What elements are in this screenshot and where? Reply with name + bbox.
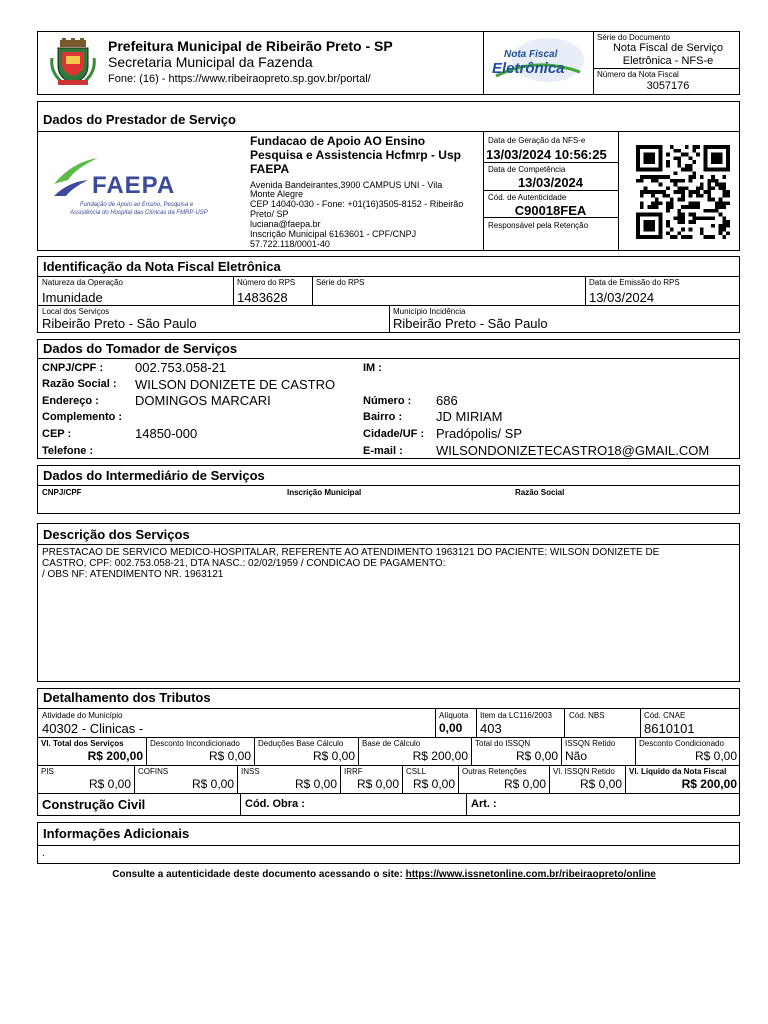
municipio-incidencia-label: Município Incidência — [393, 307, 466, 316]
geracao-label: Data de Geração da NFS-e — [488, 136, 586, 145]
tax-value: R$ 0,00 — [294, 777, 337, 791]
aliquota-label: Alíquota — [439, 711, 469, 720]
cnae-value: 8610101 — [644, 721, 695, 736]
footer-text: Consulte a autenticidade deste documento acessando o site: — [112, 869, 403, 880]
nfe-logo — [488, 36, 588, 90]
cnae-label: Cód. CNAE — [644, 711, 686, 720]
tax-label: Base de Cálculo — [362, 739, 421, 748]
faepa-logo-sub-1: Fundação de Apoio ao Ensino, Pesquisa e — [80, 202, 194, 208]
footer-link[interactable]: https://www.issnetonline.com.br/ribeiraopreto/online — [405, 869, 656, 880]
intermediario-razao-label: Razão Social — [515, 488, 565, 497]
descricao-line-1: PRESTACAO DE SERVICO MEDICO-HOSPITALAR, REFERENTE AO ATENDIMENTO 1963121 DO PACIENTE: WILSON DONIZETE DE — [42, 547, 660, 558]
tomador-title: Dados do Tomador de Serviços — [43, 341, 238, 356]
retencao-label: Responsável pela Retenção — [488, 221, 589, 230]
tomador-endereco-value: DOMINGOS MARCARI — [135, 393, 271, 408]
tax-label: Desconto Condicionado — [639, 739, 724, 748]
numero-rps-value: 1483628 — [237, 290, 288, 305]
tax-label: IRRF — [344, 767, 363, 776]
atividade-value: 40302 - Clinicas - — [42, 721, 144, 736]
descricao-line-2: CASTRO, CPF: 002.753.058-21, DTA NASC.: 02/02/1959 / CONDICAO DE PAGAMENTO: — [42, 558, 446, 569]
prestador-title: Dados do Prestador de Serviço — [43, 112, 236, 127]
tomador-cnpj-label: CNPJ/CPF : — [42, 362, 104, 374]
tomador-razao-label: Razão Social : — [42, 378, 117, 390]
item-lc-label: Item da LC116/2003 — [480, 711, 552, 720]
faepa-logo-sub-2: Assistência do Hospital das Clínicas da FMRP-USP — [70, 210, 208, 216]
tax-label: Deduções Base Cálculo — [258, 739, 344, 748]
intermediario-cnpj-label: CNPJ/CPF — [42, 488, 82, 497]
prestador-addr-6: Inscrição Municipal 6163601 - CPF/CNPJ — [250, 229, 417, 239]
nfe-logo-line2: Eletrônica — [492, 60, 565, 77]
emissao-rps-label: Data de Emissão do RPS — [589, 278, 680, 287]
info-title: Informações Adicionais — [43, 826, 190, 841]
tomador-cnpj-value: 002.753.058-21 — [135, 360, 227, 375]
tax-label: Vl. Total dos Serviços — [41, 739, 124, 748]
competencia-value: 13/03/2024 — [517, 175, 584, 190]
tomador-cep-value: 14850-000 — [135, 426, 198, 441]
tax-value: R$ 200,00 — [412, 749, 468, 763]
tax-value: R$ 0,00 — [694, 749, 737, 763]
tomador-endereco-label: Endereço : — [42, 395, 99, 407]
tomador-im-label: IM : — [363, 362, 382, 374]
autenticidade-label: Cód. de Autenticidade — [488, 193, 567, 202]
tomador-email-label: E-mail : — [363, 445, 403, 457]
tomador-bairro-value: JD MIRIAM — [436, 409, 503, 424]
tomador-telefone-label: Telefone : — [42, 445, 94, 457]
info-text: . — [42, 848, 45, 859]
cod-obra-label: Cód. Obra : — [245, 798, 305, 810]
municipio-incidencia-value: Ribeirão Preto - São Paulo — [393, 316, 548, 331]
tax-value: R$ 200,00 — [87, 749, 143, 763]
tomador-numero-value: 686 — [436, 393, 458, 408]
tax-value: R$ 0,00 — [88, 777, 131, 791]
prestador-addr-4: Preto/ SP — [250, 209, 289, 219]
local-servicos-value: Ribeirão Preto - São Paulo — [42, 316, 197, 331]
faepa-logo-text: FAEPA — [92, 172, 176, 199]
tax-label: COFINS — [138, 767, 169, 776]
tax-value: R$ 0,00 — [191, 777, 234, 791]
tax-value: R$ 0,00 — [412, 777, 455, 791]
header-contact: Fone: (16) - https://www.ribeiraopreto.sp.gov.br/portal/ — [108, 73, 371, 85]
serie-doc-value-2: Eletrônica - NFS-e — [622, 55, 714, 67]
descricao-title: Descrição dos Serviços — [43, 527, 190, 542]
tax-value: R$ 0,00 — [208, 749, 251, 763]
tax-label: Vl. ISSQN Retido — [553, 767, 615, 776]
tomador-cidade-label: Cidade/UF : — [363, 428, 425, 440]
tomador-razao-value: WILSON DONIZETE DE CASTRO — [135, 377, 336, 392]
competencia-label: Data de Competência — [488, 165, 566, 174]
tomador-complemento-label: Complemento : — [42, 411, 123, 423]
construcao-civil-label: Construção Civil — [42, 797, 146, 812]
tax-label: Vl. Líquido da Nota Fiscal — [629, 767, 727, 776]
tomador-cidade-value: Pradópolis/ SP — [436, 426, 522, 441]
prestador-addr-2: Monte Alegre — [250, 189, 304, 199]
prestador-name-3: FAEPA — [250, 162, 290, 176]
tax-label: Outras Retenções — [462, 767, 527, 776]
nfe-logo-line1: Nota Fiscal — [504, 49, 558, 60]
tax-label: Total do ISSQN — [475, 739, 531, 748]
autenticidade-value: C90018FEA — [514, 203, 587, 218]
item-lc-value: 403 — [480, 721, 502, 736]
tax-label: CSLL — [406, 767, 427, 776]
atividade-label: Atividade do Município — [42, 711, 123, 720]
descricao-line-3: / OBS NF: ATENDIMENTO NR. 1963121 — [42, 569, 224, 580]
natureza-value: Imunidade — [42, 290, 103, 305]
tax-value: R$ 200,00 — [681, 777, 737, 791]
nbs-label: Cód. NBS — [569, 711, 605, 720]
city-coat-of-arms-icon — [50, 38, 96, 88]
tomador-cep-label: CEP : — [42, 428, 72, 440]
tax-label: PIS — [41, 767, 54, 776]
footer — [0, 869, 768, 880]
emissao-rps-value: 13/03/2024 — [589, 290, 655, 305]
prestador-addr-3: CEP 14040-030 - Fone: +01(16)3505-8152 - Ribeirão — [250, 199, 464, 209]
numero-rps-label: Número do RPS — [237, 278, 296, 287]
aliquota-value: 0,00 — [439, 721, 463, 735]
tax-label: INSS — [241, 767, 260, 776]
intermediario-im-label: Inscrição Municipal — [287, 488, 362, 497]
tomador-numero-label: Número : — [363, 395, 412, 407]
local-servicos-label: Local dos Serviços — [42, 307, 110, 316]
natureza-label: Natureza da Operação — [42, 278, 123, 287]
serie-rps-label: Série do RPS — [316, 278, 365, 287]
tax-value: R$ 0,00 — [503, 777, 546, 791]
serie-doc-value-1: Nota Fiscal de Serviço — [612, 42, 724, 54]
tomador-bairro-label: Bairro : — [363, 411, 403, 423]
tax-value: R$ 0,00 — [356, 777, 399, 791]
identificacao-title: Identificação da Nota Fiscal Eletrônica — [43, 259, 281, 274]
serie-doc-label: Série do Documento — [597, 33, 670, 42]
prestador-name-1: Fundacao de Apoio AO Ensino — [250, 134, 426, 148]
intermediario-title: Dados do Intermediário de Serviços — [43, 468, 265, 483]
numero-nf-label: Número da Nota Fiscal — [597, 70, 679, 79]
tomador-email-value: WILSONDONIZETECASTRO18@GMAIL.COM — [436, 443, 710, 458]
prestador-addr-7: 57.722.118/0001-40 — [250, 239, 330, 249]
prestador-addr-1: Avenida Bandeirantes,3900 CAMPUS UNI - Vila — [250, 180, 443, 190]
city-name: Prefeitura Municipal de Ribeirão Preto - SP — [108, 38, 393, 54]
tax-value: R$ 0,00 — [312, 749, 355, 763]
department-name: Secretaria Municipal da Fazenda — [108, 54, 313, 70]
tax-value: R$ 0,00 — [579, 777, 622, 791]
qr-code-icon[interactable] — [633, 145, 733, 239]
tributos-title: Detalhamento dos Tributos — [43, 690, 211, 705]
tax-label: ISSQN Retido — [565, 739, 616, 748]
prestador-name-2: Pesquisa e Assistencia Hcfmrp - Usp — [250, 148, 461, 162]
geracao-value: 13/03/2024 10:56:25 — [486, 147, 607, 162]
tax-value: Não — [565, 749, 588, 763]
tax-value: R$ 0,00 — [515, 749, 558, 763]
tax-label: Desconto Incondicionado — [150, 739, 240, 748]
art-label: Art. : — [471, 798, 497, 810]
prestador-email: luciana@faepa.br — [250, 219, 321, 229]
numero-nf-value: 3057176 — [646, 80, 690, 92]
